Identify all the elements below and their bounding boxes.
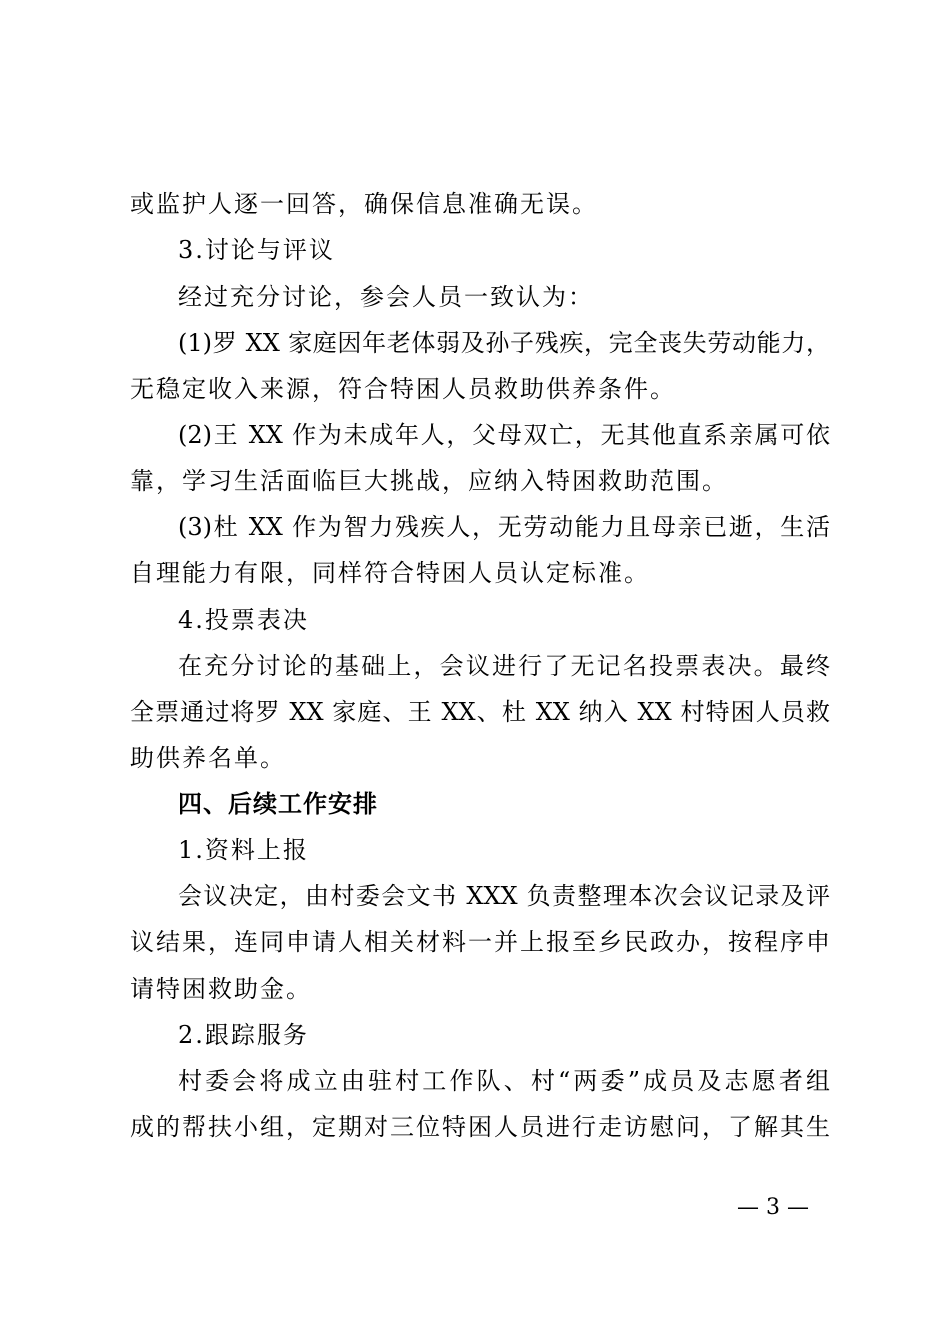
paragraph-line: 在充分讨论的基础上，会议进行了无记名投票表决。最终 (178, 652, 830, 680)
paragraph-line: (2)王 XX 作为未成年人，父母双亡，无其他直系亲属可依 (178, 421, 830, 449)
page-number: — 3 — (737, 1195, 809, 1220)
paragraph-line: 村委会将成立由驻村工作队、村“两委”成员及志愿者组 (178, 1067, 830, 1095)
paragraph-line: (3)杜 XX 作为智力残疾人，无劳动能力且母亲已逝，生活 (178, 513, 830, 541)
paragraph-line: 成的帮扶小组，定期对三位特困人员进行走访慰问，了解其生 (130, 1113, 830, 1141)
chapter-heading: 四、后续工作安排 (178, 790, 378, 818)
paragraph-line: 会议决定，由村委会文书 XXX 负责整理本次会议记录及评 (178, 882, 830, 910)
section-heading: 2.跟踪服务 (178, 1021, 309, 1049)
section-heading: 3.讨论与评议 (178, 236, 335, 264)
paragraph-line: 经过充分讨论，参会人员一致认为： (178, 283, 594, 311)
paragraph-line: 助供养名单。 (130, 744, 286, 772)
section-heading: 4.投票表决 (178, 606, 309, 634)
section-heading: 1.资料上报 (178, 836, 309, 864)
paragraph-line: 请特困救助金。 (130, 975, 312, 1003)
paragraph-line: (1)罗 XX 家庭因年老体弱及孙子残疾，完全丧失劳动能力， (178, 329, 830, 357)
paragraph-line: 议结果，连同申请人相关材料一并上报至乡民政办，按程序申 (130, 928, 830, 956)
paragraph-line: 或监护人逐一回答，确保信息准确无误。 (130, 190, 598, 218)
paragraph-line: 全票通过将罗 XX 家庭、王 XX、杜 XX 纳入 XX 村特困人员救 (130, 698, 830, 726)
paragraph-line: 无稳定收入来源，符合特困人员救助供养条件。 (130, 375, 676, 403)
paragraph-line: 靠，学习生活面临巨大挑战，应纳入特困救助范围。 (130, 467, 728, 495)
paragraph-line: 自理能力有限，同样符合特困人员认定标准。 (130, 559, 650, 587)
